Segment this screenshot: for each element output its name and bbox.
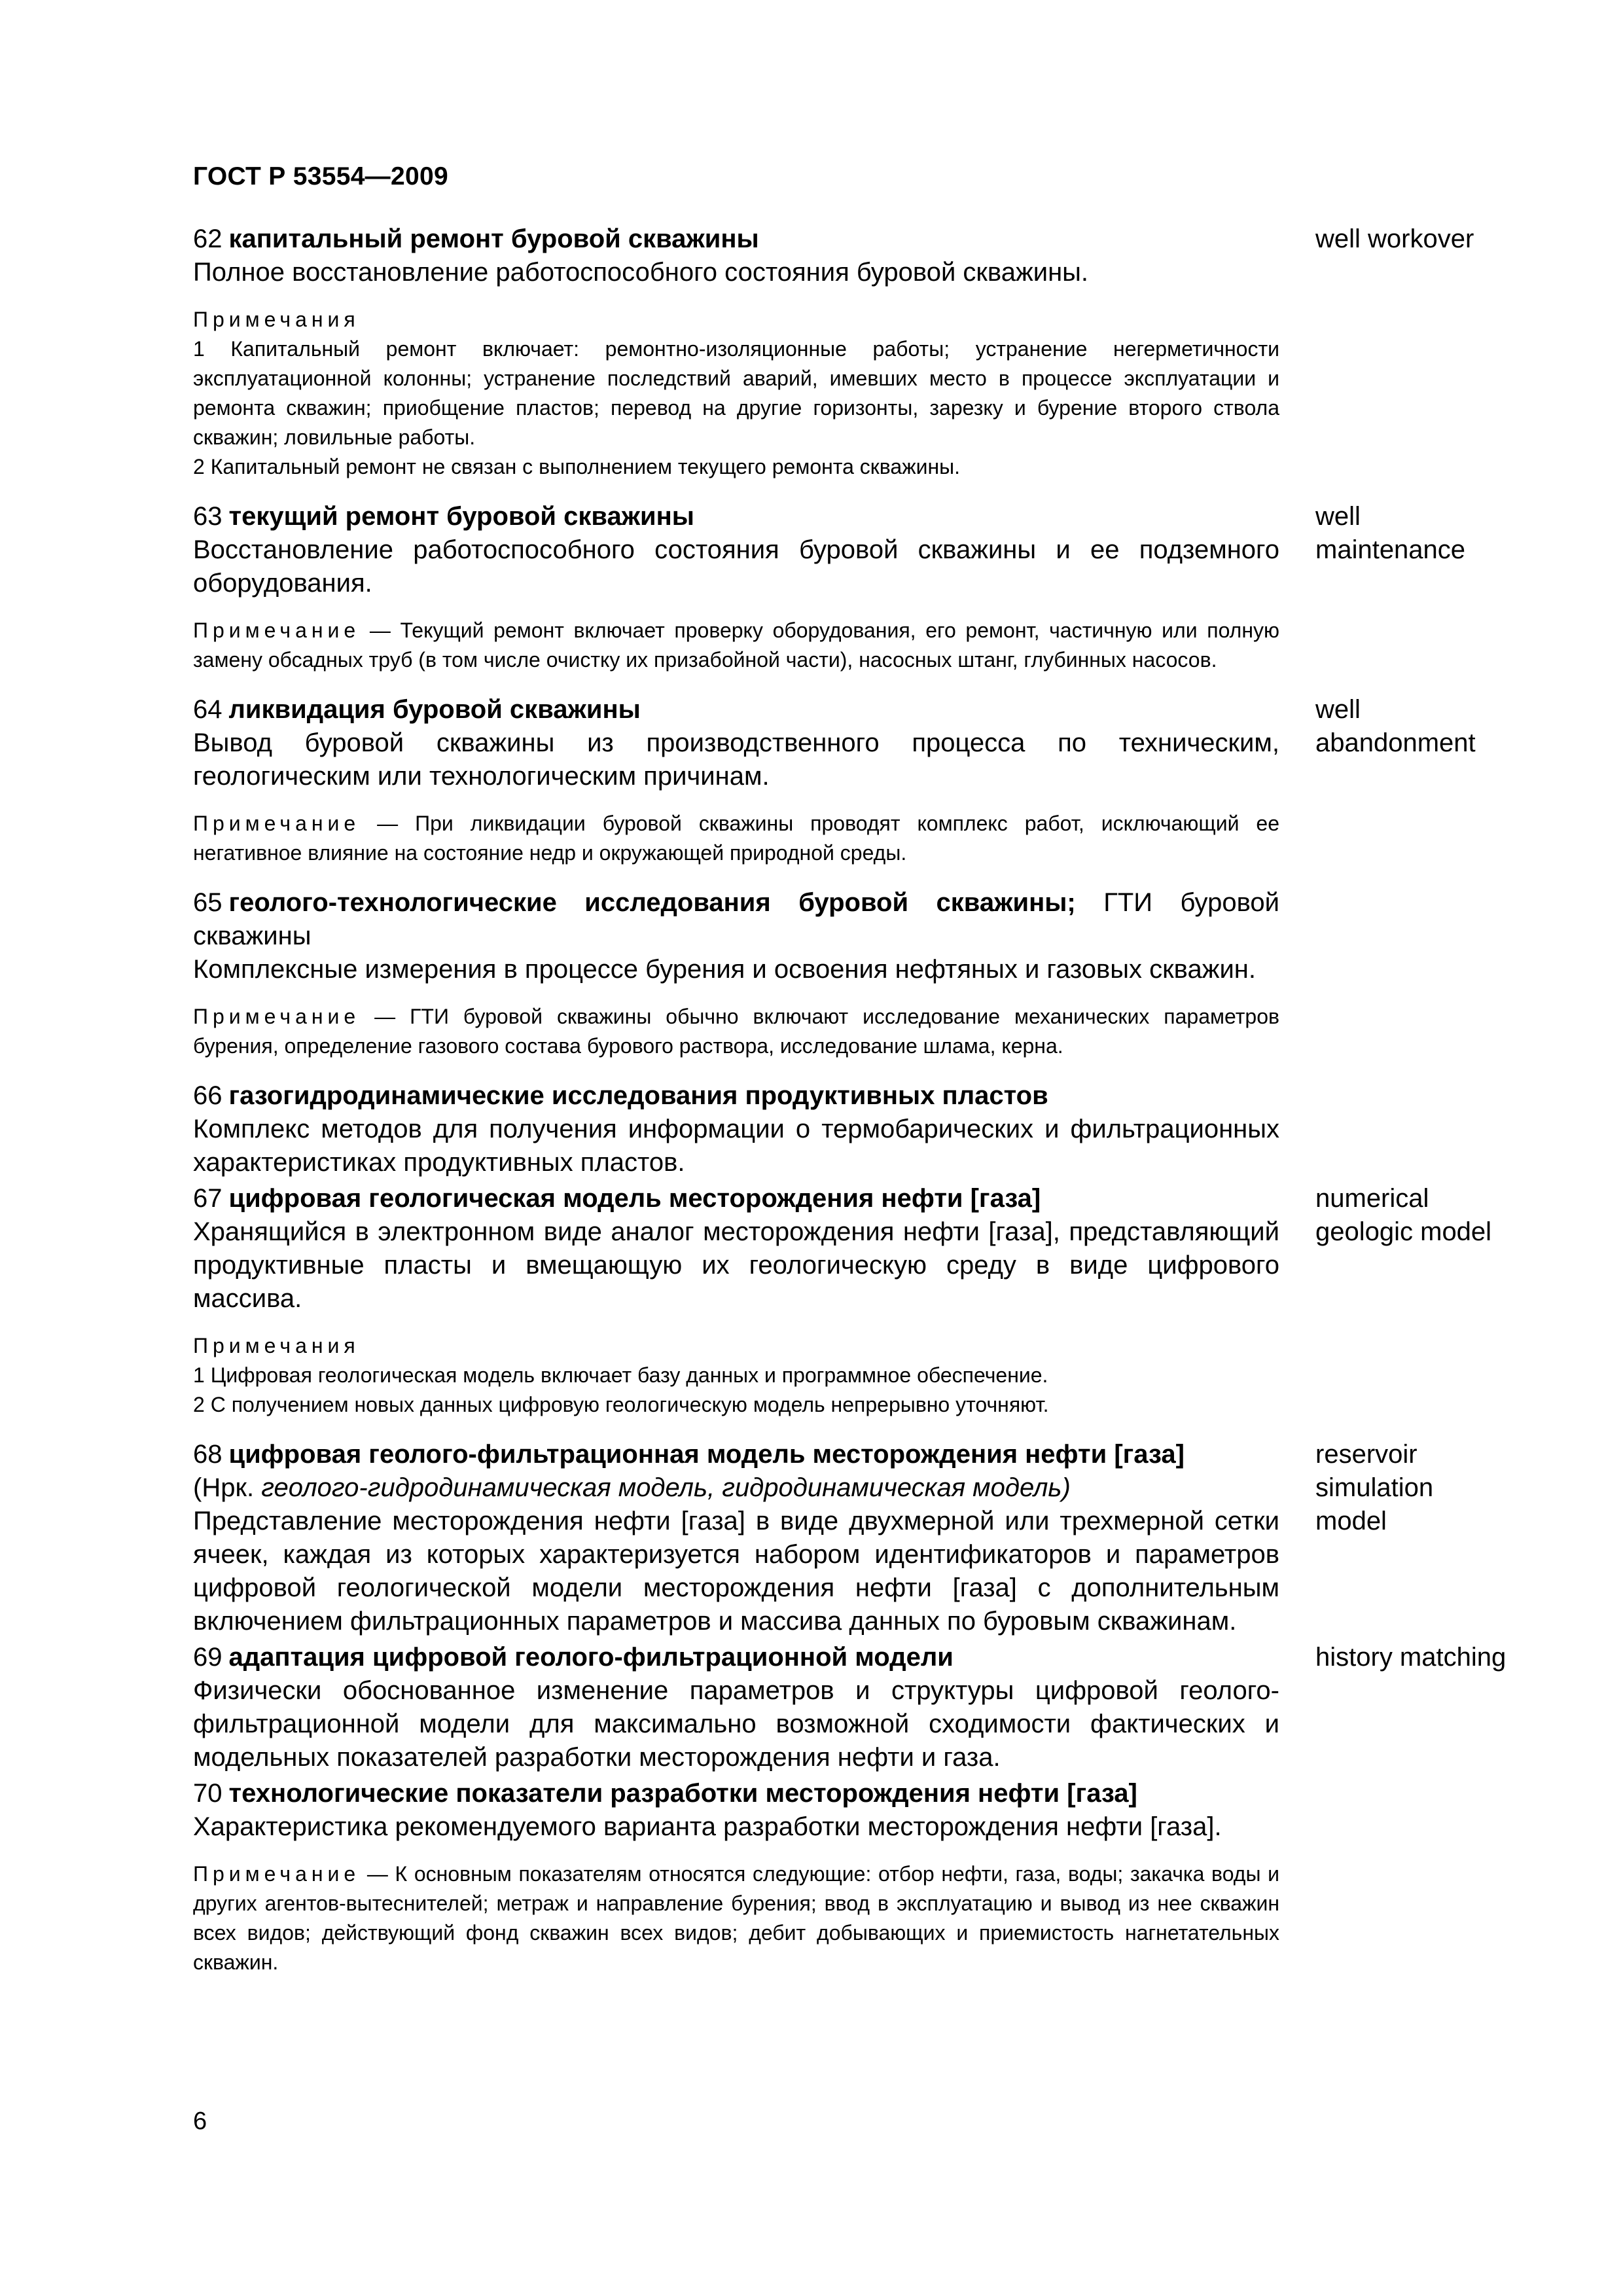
term-title: геолого-технологические исследования буровой скважины;: [228, 888, 1076, 917]
term-definition: Характеристика рекомендуемого варианта разработки месторождения нефти [газа].: [193, 1812, 1222, 1841]
term-number: 65: [193, 888, 223, 917]
terms-list: [193, 223, 1515, 1996]
term-number: 62: [193, 224, 223, 253]
term-entry-69: [193, 1641, 1515, 1774]
note-label: Примечание: [193, 619, 361, 642]
term-definition: Представление месторождения нефти [газа] в виде двухмерной или трехмерной сетки ячеек, каждая из которых характеризуется набором идентификаторов и параметров цифровой геологической модели месторождения нефти [газа] с дополнительным включением фильтрационных параметров и массива данных по буровым скважинам.: [193, 1507, 1279, 1636]
term-definition: Комплексные измерения в процессе бурения и освоения нефтяных и газовых скважин.: [193, 955, 1257, 984]
term-number: 69: [193, 1643, 223, 1672]
term-entry-68: [193, 1438, 1515, 1638]
term-note: [193, 1002, 1279, 1061]
note-label: Примечание: [193, 1005, 361, 1028]
note-label: Примечание: [193, 1862, 361, 1886]
term-abbreviation: ГТИ буровой скважины: [193, 888, 1279, 950]
term-definition: Физически обоснованное изменение параметров и структуры цифровой геолого-фильтрационной модели для максимально возможной сходимости фактических и модельных показателей разработки месторождения нефти и газа.: [193, 1676, 1279, 1772]
english-equivalent: history matching: [1315, 1643, 1507, 1672]
term-notes: [193, 1331, 1279, 1420]
term-definition: Хранящийся в электронном виде аналог месторождения нефти [газа], представляющий продуктивные пласты и вмещающую их геологическую среду в виде цифрового массива.: [193, 1217, 1279, 1313]
note-label: Примечание: [193, 812, 361, 835]
term-note: [193, 809, 1279, 868]
term-number: 70: [193, 1779, 223, 1808]
note-item: 1 Капитальный ремонт включает: ремонтно-изоляционные работы; устранение негерметичности эксплуатационной колонны; устранение последствий аварий, имевших место в процессе эксплуатации и ремонта скважин; приобщение пластов; перевод на другие горизонты, зарезку и бурение второго ствола скважин; ловильные работы.: [193, 337, 1279, 449]
term-definition: Комплекс методов для получения информации о термобарических и фильтрационных характеристиках продуктивных пластов.: [193, 1115, 1279, 1177]
english-equivalent: well workover: [1315, 224, 1474, 253]
note-text: — Текущий ремонт включает проверку оборудования, его ремонт, частичную или полную замену обсадных труб (в том числе очистку их призабойной части), насосных штанг, глубинных насосов.: [193, 619, 1279, 672]
term-number: 68: [193, 1440, 223, 1469]
term-title: капитальный ремонт буровой скважины: [228, 224, 759, 253]
term-note: [193, 1859, 1279, 1977]
synonym-prefix: (Нрк.: [193, 1473, 262, 1502]
term-number: 63: [193, 502, 223, 531]
term-title: цифровая геолого-фильтрационная модель месторождения нефти [газа]: [228, 1440, 1185, 1469]
term-title: текущий ремонт буровой скважины: [228, 502, 694, 531]
term-entry-67: [193, 1182, 1515, 1420]
synonym-text: геолого-гидродинамическая модель, гидродинамическая модель): [261, 1473, 1071, 1502]
english-equivalent: well abandonment: [1315, 695, 1476, 757]
term-title: газогидродинамические исследования продуктивных пластов: [228, 1081, 1048, 1110]
term-title: цифровая геологическая модель месторождения нефти [газа]: [228, 1184, 1041, 1213]
english-equivalent: reservoir simulation model: [1315, 1440, 1434, 1535]
term-entry-70: [193, 1777, 1515, 1977]
term-definition: Восстановление работоспособного состояния буровой скважины и ее подземного оборудования.: [193, 535, 1279, 598]
term-number: 66: [193, 1081, 223, 1110]
notes-heading: Примечания: [193, 1334, 360, 1357]
term-definition: Полное восстановление работоспособного состояния буровой скважины.: [193, 258, 1089, 287]
term-title: технологические показатели разработки месторождения нефти [газа]: [228, 1779, 1137, 1808]
notes-heading: Примечания: [193, 308, 360, 331]
term-note: [193, 616, 1279, 675]
note-text: — При ликвидации буровой скважины проводят комплекс работ, исключающий ее негативное влияние на состояние недр и окружающей природной среды.: [193, 812, 1279, 865]
note-item: 1 Цифровая геологическая модель включает базу данных и программное обеспечение.: [193, 1363, 1048, 1387]
document-header: ГОСТ Р 53554—2009: [193, 162, 448, 190]
term-number: 67: [193, 1184, 223, 1213]
term-entry-63: [193, 500, 1515, 675]
note-item: 2 Капитальный ремонт не связан с выполнением текущего ремонта скважины.: [193, 455, 961, 478]
english-equivalent: numerical geologic model: [1315, 1184, 1492, 1246]
term-entry-64: [193, 693, 1515, 868]
term-definition: Вывод буровой скважины из производственного процесса по техническим, геологическим или технологическим причинам.: [193, 728, 1279, 791]
term-title: адаптация цифровой геолого-фильтрационной модели: [228, 1643, 954, 1672]
term-number: 64: [193, 695, 223, 724]
note-text: — ГТИ буровой скважины обычно включают исследование механических параметров бурения, определение газового состава бурового раствора, исследование шлама, керна.: [193, 1005, 1279, 1058]
page-number: 6: [193, 2108, 207, 2135]
note-text: — К основным показателям относятся следующие: отбор нефти, газа, воды; закачка воды и других агентов-вытеснителей; метраж и направление бурения; ввод в эксплуатацию и вывод из нее скважин всех видов; действующий фонд скважин всех видов; дебит добывающих и приемистость нагнетательных скважин.: [193, 1862, 1279, 1974]
term-entry-62: [193, 223, 1515, 482]
english-equivalent: well maintenance: [1315, 502, 1466, 564]
term-synonym: [193, 1471, 1279, 1505]
note-item: 2 С получением новых данных цифровую геологическую модель непрерывно уточняют.: [193, 1393, 1049, 1416]
term-notes: [193, 305, 1279, 482]
term-title: ликвидация буровой скважины: [228, 695, 641, 724]
term-entry-65: [193, 886, 1515, 1061]
term-entry-66: [193, 1079, 1515, 1179]
